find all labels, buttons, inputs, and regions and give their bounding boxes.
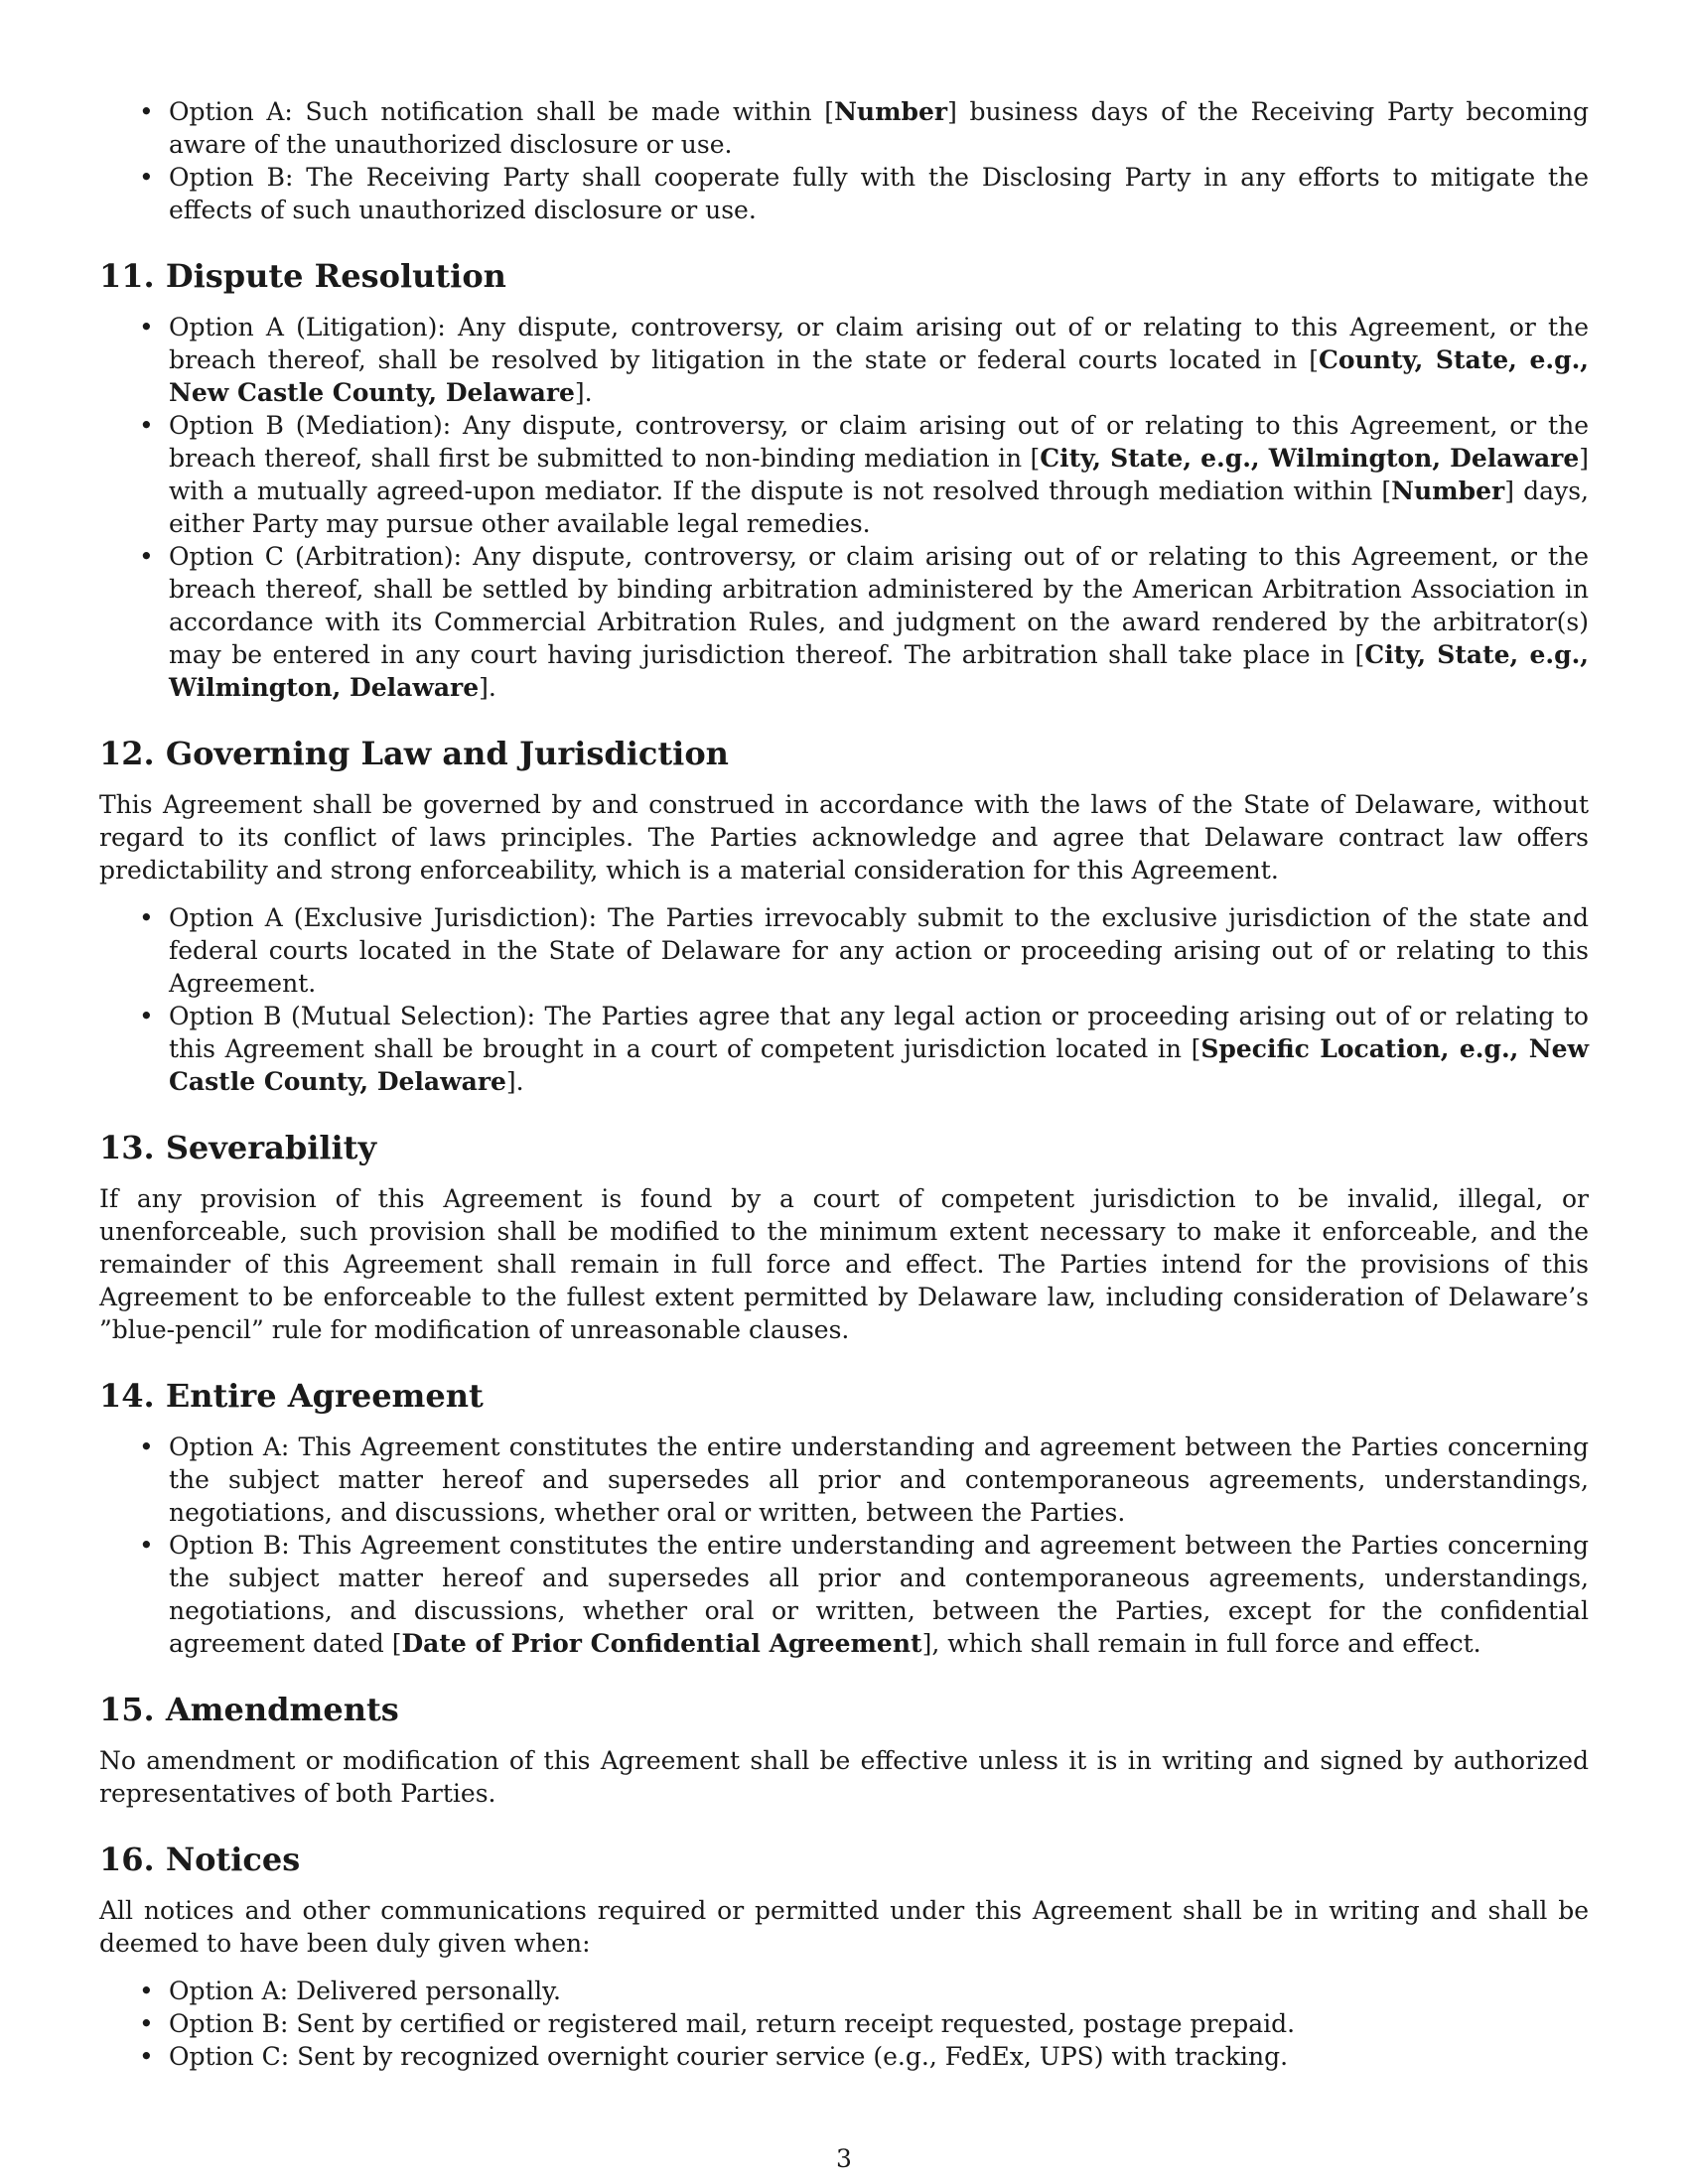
list-item: • Option C (Arbitration): Any dispute, controversy, or claim arising out of or relating to this Agreement, or the breach thereof, shall be settled by binding arbitration administered by the American Arbitration Association in accordance with its Commercial Arbitration Rules, and judgment on the award rendered by the arbitrator(s) may be entered in any court having jurisdiction thereof. The arbitration shall take place in [City, State, e.g., Wilmington, Delaware]. xyxy=(99,540,1589,704)
list-item: • Option B: This Agreement constitutes the entire understanding and agreement between the Parties concerning the subject matter hereof and supersedes all prior and contemporaneous agreements, understandings, negotiations, and discussions, whether oral or written, between the Parties, except for the confidential agreement dated [Date of Prior Confidential Agreement], which shall remain in full force and effect. xyxy=(99,1529,1589,1660)
section-heading: 13. Severability xyxy=(99,1129,377,1166)
section-heading: 15. Amendments xyxy=(99,1691,399,1728)
page-number: 3 xyxy=(836,2144,852,2173)
document-page xyxy=(99,95,1589,2073)
sections-container xyxy=(99,226,1589,2073)
list-item: • Option A (Litigation): Any dispute, controversy, or claim arising out of or relating to this Agreement, or the breach thereof, shall be resolved by litigation in the state or federal courts located in [County, State, e.g., New Castle County, Delaware]. xyxy=(99,311,1589,409)
section-heading: 12. Governing Law and Jurisdiction xyxy=(99,735,729,772)
list-item: • Option B (Mediation): Any dispute, controversy, or claim arising out of or relating to this Agreement, or the breach thereof, shall first be submitted to non-binding mediation in [City, State, e.g., Wilmington, Delaware] with a mutually agreed-upon mediator. If the dispute is not resolved through mediation within [Number] days, either Party may pursue other available legal remedies. xyxy=(99,409,1589,540)
list-item: • Option A: Such notification shall be made within [Number] business days of the Receiving Party becoming aware of the unauthorized disclosure or use. xyxy=(99,95,1589,161)
placeholder-field: City, State, e.g., Wilmington, Delaware xyxy=(169,640,1589,702)
placeholder-field: City, State, e.g., Wilmington, Delaware xyxy=(1040,444,1580,473)
list-item: • Option C: Sent by recognized overnight courier service (e.g., FedEx, UPS) with tracking. xyxy=(99,2040,1589,2073)
list-item: • Option B (Mutual Selection): The Parties agree that any legal action or proceeding arising out of or relating to this Agreement shall be brought in a court of competent jurisdiction located in [Specific Location, e.g., New Castle County, Delaware]. xyxy=(99,1000,1589,1098)
placeholder-field: Specific Location, e.g., New Castle County, Delaware xyxy=(169,1034,1589,1096)
option-list xyxy=(99,1431,1589,1660)
option-list xyxy=(99,901,1589,1098)
option-list xyxy=(99,95,1589,226)
option-list xyxy=(99,311,1589,704)
section-heading: 14. Entire Agreement xyxy=(99,1377,484,1415)
placeholder-field: County, State, e.g., New Castle County, Delaware xyxy=(169,345,1589,407)
list-item: • Option B: Sent by certified or registered mail, return receipt requested, postage prepaid. xyxy=(99,2007,1589,2040)
option-list xyxy=(99,1975,1589,2073)
placeholder-field: Number xyxy=(834,97,948,126)
placeholder-field: Date of Prior Confidential Agreement xyxy=(401,1629,922,1658)
list-item: • Option A: This Agreement constitutes the entire understanding and agreement between the Parties concerning the subject matter hereof and supersedes all prior and contemporaneous agreements, understandings, negotiations, and discussions, whether oral or written, between the Parties. xyxy=(99,1431,1589,1529)
list-item: • Option A (Exclusive Jurisdiction): The Parties irrevocably submit to the exclusive jurisdiction of the state and federal courts located in the State of Delaware for any action or proceeding arising out of or relating to this Agreement. xyxy=(99,901,1589,1000)
section-paragraph: All notices and other communications required or permitted under this Agreement shall be in writing and shall be deemed to have been duly given when: xyxy=(99,1896,1589,1958)
section-paragraph: No amendment or modification of this Agreement shall be effective unless it is in writing and signed by authorized representatives of both Parties. xyxy=(99,1746,1589,1808)
section-heading: 11. Dispute Resolution xyxy=(99,257,506,295)
section-paragraph: This Agreement shall be governed by and construed in accordance with the laws of the State of Delaware, without regard to its conflict of laws principles. The Parties acknowledge and agree that Delaware contract law offers predictability and strong enforceability, which is a material consideration for this Agreement. xyxy=(99,790,1589,885)
placeholder-field: Number xyxy=(1391,477,1505,505)
section-heading: 16. Notices xyxy=(99,1841,301,1878)
section-paragraph: If any provision of this Agreement is found by a court of competent jurisdiction to be invalid, illegal, or unenforceable, such provision shall be modified to the minimum extent necessary to make it enforceable, and the remainder of this Agreement shall remain in full force and effect. The Parties intend for the provisions of this Agreement to be enforceable to the fullest extent permitted by Delaware law, including consideration of Delaware’s ”blue-pencil” rule for modification of unreasonable clauses. xyxy=(99,1184,1589,1344)
list-item: • Option B: The Receiving Party shall cooperate fully with the Disclosing Party in any efforts to mitigate the effects of such unauthorized disclosure or use. xyxy=(99,161,1589,226)
list-item: • Option A: Delivered personally. xyxy=(99,1975,1589,2007)
